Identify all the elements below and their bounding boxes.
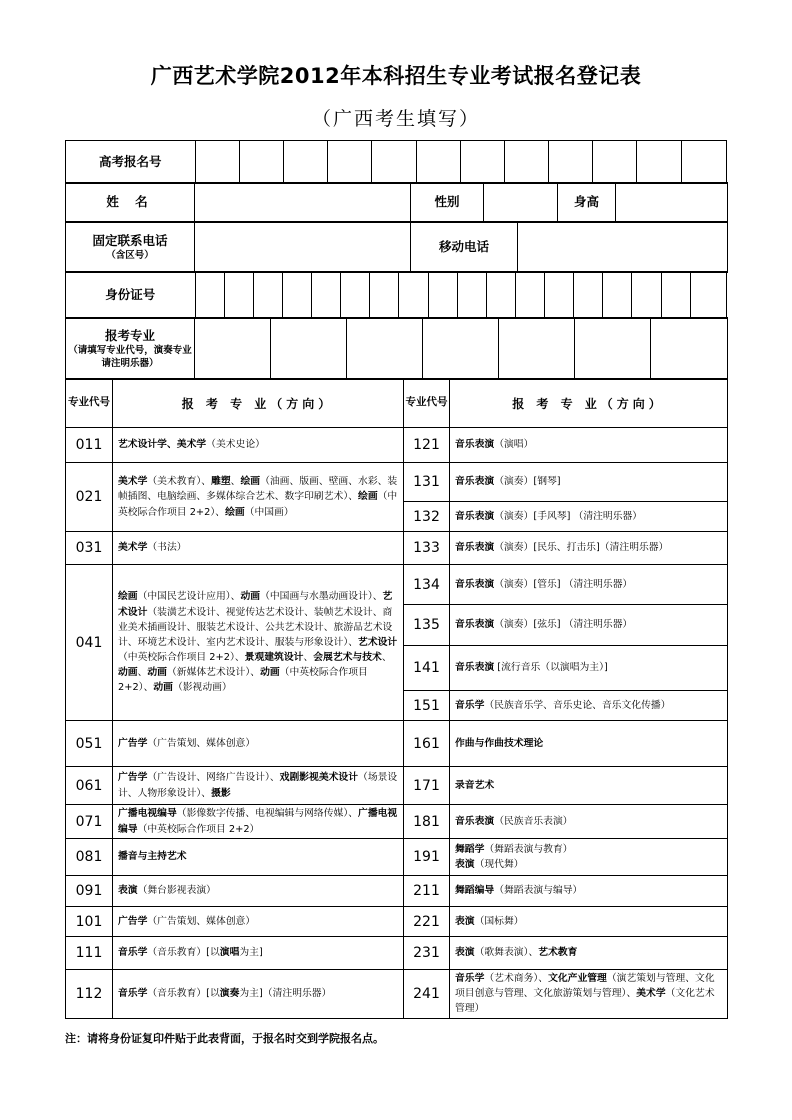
major-code: 211 (404, 876, 450, 907)
applicant-info-table (65, 140, 727, 184)
major-description: 表演（国标舞） (450, 907, 728, 937)
major-code: 051 (66, 721, 113, 767)
major-description: 音乐表演（演唱） (450, 428, 728, 463)
gender-input[interactable] (484, 183, 558, 223)
major-code-cell[interactable] (651, 318, 728, 380)
major-code: 241 (404, 970, 450, 1019)
major-code: 021 (66, 463, 113, 532)
phone-label-text: 固定联系电话 (92, 232, 168, 248)
major-description: 音乐表演（演奏）[弦乐] （清注明乐器） (450, 605, 728, 646)
id-card-cell[interactable] (515, 272, 544, 319)
major-code: 135 (404, 605, 450, 646)
majors-table (65, 378, 728, 1019)
major-code: 091 (66, 876, 113, 907)
major-description: 表演（舞台影视表演） (113, 876, 404, 907)
major-description: 广告学（广告策划、媒体创意） (113, 721, 404, 767)
major-code-cell[interactable] (195, 318, 271, 380)
major-row (66, 463, 728, 502)
major-description: 音乐表演（演奏）[民乐、打击乐]（清注明乐器） (450, 532, 728, 565)
major-code: 141 (404, 646, 450, 691)
major-code-cell[interactable] (271, 318, 347, 380)
exam-no-cell[interactable] (593, 141, 637, 184)
page-title: 广西艺术学院2012年本科招生专业考试报名登记表 (150, 64, 642, 88)
major-description: 舞蹈编导（舞蹈表演与编导） (450, 876, 728, 907)
id-card-cell[interactable] (341, 272, 370, 319)
major-code: 231 (404, 937, 450, 970)
exam-no-cell[interactable] (372, 141, 416, 184)
phone-label (66, 222, 195, 273)
major-description: 音乐表演（民族音乐表演） (450, 805, 728, 839)
major-row (66, 876, 728, 907)
id-card-cell[interactable] (282, 272, 311, 319)
major-code: 121 (404, 428, 450, 463)
id-card-cell[interactable] (312, 272, 341, 319)
major-description: 美术学（美术教育）、雕塑、绘画（油画、版画、壁画、水彩、装帧插图、电脑绘画、多媒体综合艺术、数字印刷艺术）、绘画（中英校际合作项目 2+2）、绘画（中国画） (113, 463, 404, 532)
major-row (66, 839, 728, 876)
phone-row-table (65, 221, 728, 273)
exam-no-cell[interactable] (328, 141, 372, 184)
major-code: 134 (404, 565, 450, 605)
major-code: 133 (404, 532, 450, 565)
major-description: 音乐学（音乐教育）[以演唱为主] (113, 937, 404, 970)
exam-no-cell[interactable] (195, 141, 239, 184)
major-row (66, 937, 728, 970)
major-description: 广播电视编导（影像数字传播、电视编辑与网络传媒）、广播电视编导（中英校际合作项目 2+2） (113, 805, 404, 839)
id-row-table (65, 271, 727, 319)
major-code: 111 (66, 937, 113, 970)
major-description: 广告学（广告设计、网络广告设计）、戏剧影视美术设计（场景设计、人物形象设计）、摄影 (113, 767, 404, 805)
major-row (66, 970, 728, 1019)
major-code: 221 (404, 907, 450, 937)
exam-no-cell[interactable] (283, 141, 327, 184)
id-card-cell[interactable] (370, 272, 399, 319)
major-row (66, 907, 728, 937)
height-input[interactable] (616, 183, 728, 223)
height-label: 身高 (558, 183, 616, 223)
id-card-cell[interactable] (690, 272, 726, 319)
mobile-input[interactable] (518, 222, 728, 273)
left-code-header: 专业代号 (66, 379, 113, 428)
major-code-cell[interactable] (575, 318, 651, 380)
name-row-table (65, 182, 728, 223)
exam-no-cell[interactable] (239, 141, 283, 184)
exam-no-cell[interactable] (681, 141, 726, 184)
major-description: 音乐表演（演奏）[钢琴] (450, 463, 728, 502)
major-description: 音乐表演（演奏）[管乐] （清注明乐器） (450, 565, 728, 605)
major-code: 132 (404, 502, 450, 532)
id-card-cell[interactable] (428, 272, 457, 319)
major-code: 181 (404, 805, 450, 839)
right-direction-header: 报 考 专 业（方向） (450, 379, 728, 428)
major-code: 161 (404, 721, 450, 767)
major-code: 081 (66, 839, 113, 876)
major-code: 131 (404, 463, 450, 502)
id-card-label: 身份证号 (66, 272, 196, 319)
major-code: 171 (404, 767, 450, 805)
footer-note: 注：请将身份证复印件贴于此表背面，于报名时交到学院报名点。 (65, 1032, 384, 1045)
major-label (66, 318, 195, 380)
major-description: 音乐学（艺术商务）、文化产业管理（演艺策划与管理、文化项目创意与管理、文化旅游策划与管理）、美术学（文化艺术管理） (450, 970, 728, 1019)
major-code: 191 (404, 839, 450, 876)
major-description: 作曲与作曲技术理论 (450, 721, 728, 767)
major-row (66, 565, 728, 605)
major-description: 音乐学（民族音乐学、音乐史论、音乐文化传播） (450, 691, 728, 721)
major-description: 音乐表演（演奏）[手风琴] （清注明乐器） (450, 502, 728, 532)
id-card-cell[interactable] (195, 272, 224, 319)
major-description: 舞蹈学（舞蹈表演与教育） 表演（现代舞） (450, 839, 728, 876)
name-input[interactable] (195, 183, 411, 223)
major-code: 071 (66, 805, 113, 839)
major-code-cell[interactable] (347, 318, 423, 380)
id-card-cell[interactable] (224, 272, 253, 319)
major-description: 音乐学（音乐教育）[以演奏为主]（清注明乐器） (113, 970, 404, 1019)
id-card-cell[interactable] (253, 272, 282, 319)
page-subtitle: （广西考生填写） (311, 108, 480, 130)
major-row (66, 805, 728, 839)
major-label-text: 报考专业 (104, 327, 155, 343)
major-code: 112 (66, 970, 113, 1019)
major-row-table (65, 317, 728, 380)
exam-no-cell[interactable] (504, 141, 548, 184)
id-card-cell[interactable] (545, 272, 574, 319)
major-code: 151 (404, 691, 450, 721)
major-code: 031 (66, 532, 113, 565)
right-code-header: 专业代号 (404, 379, 450, 428)
id-card-cell[interactable] (632, 272, 661, 319)
major-row (66, 767, 728, 805)
mobile-label: 移动电话 (411, 222, 518, 273)
gender-label: 性别 (411, 183, 484, 223)
major-description: 录音艺术 (450, 767, 728, 805)
id-card-cell[interactable] (399, 272, 428, 319)
major-label-sub: （请填写专业代号，演奏专业请注明乐器） (68, 344, 192, 369)
phone-label-sub: （含区号） (106, 249, 154, 261)
major-description: 音乐表演 [流行音乐（以演唱为主）] (450, 646, 728, 691)
phone-input[interactable] (195, 222, 411, 273)
major-description: 表演（歌舞表演）、艺术教育 (450, 937, 728, 970)
exam-no-label: 高考报名号 (66, 141, 196, 184)
major-code-cell[interactable] (499, 318, 575, 380)
id-card-cell[interactable] (486, 272, 515, 319)
major-description: 绘画（中国民艺设计应用）、动画（中国画与水墨动画设计）、艺术设计（装潢艺术设计、视觉传达艺术设计、装帧艺术设计、商业美术插画设计、服装艺术设计、公共艺术设计、旅游品艺术设计、环境艺术设计、室内艺术设计、服装与形象设计）、艺术设计（中英校际合作项目 2+2）、景观建筑设计、会展艺术与技术、动画、动画（新媒体艺术设计）、动画（中英校际合作项目 2+2）、动画（影视动画） (113, 565, 404, 721)
exam-no-cell[interactable] (637, 141, 681, 184)
major-code: 041 (66, 565, 113, 721)
id-card-cell[interactable] (457, 272, 486, 319)
id-card-cell[interactable] (661, 272, 690, 319)
major-code: 061 (66, 767, 113, 805)
left-direction-header: 报 考 专 业（方向） (113, 379, 404, 428)
major-code: 101 (66, 907, 113, 937)
id-card-cell[interactable] (574, 272, 603, 319)
id-card-cell[interactable] (603, 272, 632, 319)
name-label: 姓 名 (66, 183, 195, 223)
major-description: 广告学（广告策划、媒体创意） (113, 907, 404, 937)
major-row (66, 428, 728, 463)
major-row (66, 532, 728, 565)
major-description: 美术学（书法） (113, 532, 404, 565)
exam-no-cell[interactable] (549, 141, 593, 184)
major-code: 011 (66, 428, 113, 463)
major-code-cell[interactable] (423, 318, 499, 380)
major-row (66, 721, 728, 767)
exam-no-cell[interactable] (460, 141, 504, 184)
exam-no-cell[interactable] (416, 141, 460, 184)
major-description: 播音与主持艺术 (113, 839, 404, 876)
major-description: 艺术设计学、美术学（美术史论） (113, 428, 404, 463)
